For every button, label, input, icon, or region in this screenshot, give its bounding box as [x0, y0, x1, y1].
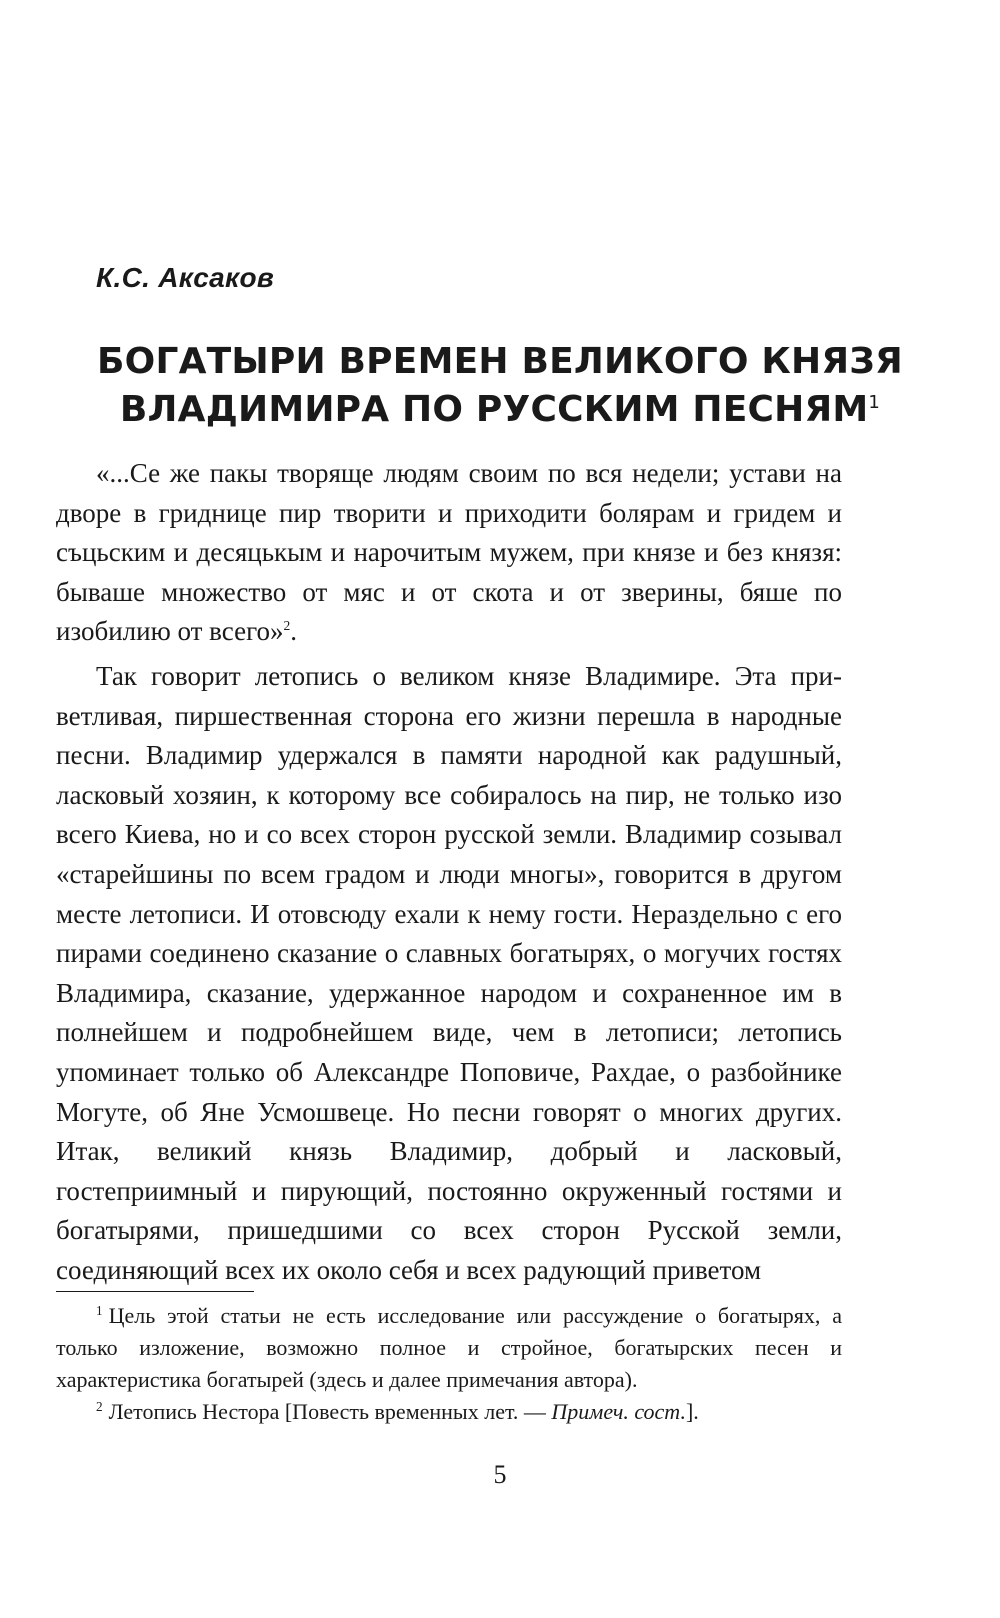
footnote-1-text: Цель этой статьи не есть исследование или рассуждение о богатырях, а только изложение, возможно полное и стройное, богатырских песен и характеристика богатырей (здесь и далее примечания автора). — [56, 1303, 842, 1392]
footnote-2 — [56, 1396, 842, 1428]
paragraph-1-footnote-ref: 2 — [283, 618, 291, 634]
paragraph-1-end: . — [290, 616, 297, 647]
chapter-title-line-1: БОГАТЫРИ ВРЕМЕН ВЕЛИКОГО КНЯЗЯ — [97, 341, 903, 382]
footnote-1-number: 1 — [96, 1302, 103, 1318]
chapter-title — [60, 338, 940, 434]
paragraph-1-text: «...Се же пакы творяще людям своим по вся недели; устави на дворе в гриднице пир творити и приходити болярам и гридем и съцьским и десяцькым и нарочитым мужем, при князе и без князя: бываше множество от мяс и от скота и от зверины, бяше по изобилию от всего» — [56, 458, 842, 647]
chapter-title-line-2 — [60, 386, 940, 434]
body-text — [56, 454, 842, 1290]
footnotes — [56, 1300, 842, 1428]
footnote-2-italic: Примеч. сост. — [551, 1399, 686, 1424]
title-footnote-ref: 1 — [868, 392, 881, 413]
footnote-1 — [56, 1300, 842, 1396]
author-name: К.С. Аксаков — [96, 262, 275, 293]
footnote-2-text: Летопись Нестора [Повесть временных лет. — — [108, 1399, 552, 1424]
footnote-separator — [56, 1291, 254, 1292]
paragraph-main: Так говорит летопись о великом князе Владимире. Эта приветливая, пиршественная сторона его жизни перешла в народные песни. Владимир удержался в памяти народной как радушный, ласковый хозяин, к которому все собиралось на пир, не только изо всего Киева, но и со всех сторон русской земли. Владимир созывал «старейшины по всем градом и люди многы», говорится в другом месте летописи. И отовсюду ехали к нему гости. Нераздельно с его пирами соединено сказание о славных богатырях, о могучих гостях Владимира, сказание, удержанное народом и сохраненное им в полнейшем и подробнейшем виде, чем в летописи; летопись упоминает только об Александре Поповиче, Рахдае, о разбойнике Могуте, об Яне Усмошвеце. Но песни говорят о многих других. Итак, великий князь Владимир, добрый и ласковый, гостеприимный и пирующий, постоянно окруженный гостями и богатырями, пришедшими со всех сторон Русской земли, соединяющий всех их около себя и всех радующий приветом — [56, 660, 842, 1285]
paragraph-chronicle-quote — [56, 454, 842, 652]
page-number: 5 — [493, 1460, 507, 1489]
footnote-2-number: 2 — [96, 1398, 103, 1414]
chapter-title-line-2-text: ВЛАДИМИРА ПО РУССКИМ ПЕСНЯМ — [119, 389, 869, 430]
footnote-2-end: ]. — [685, 1399, 699, 1424]
